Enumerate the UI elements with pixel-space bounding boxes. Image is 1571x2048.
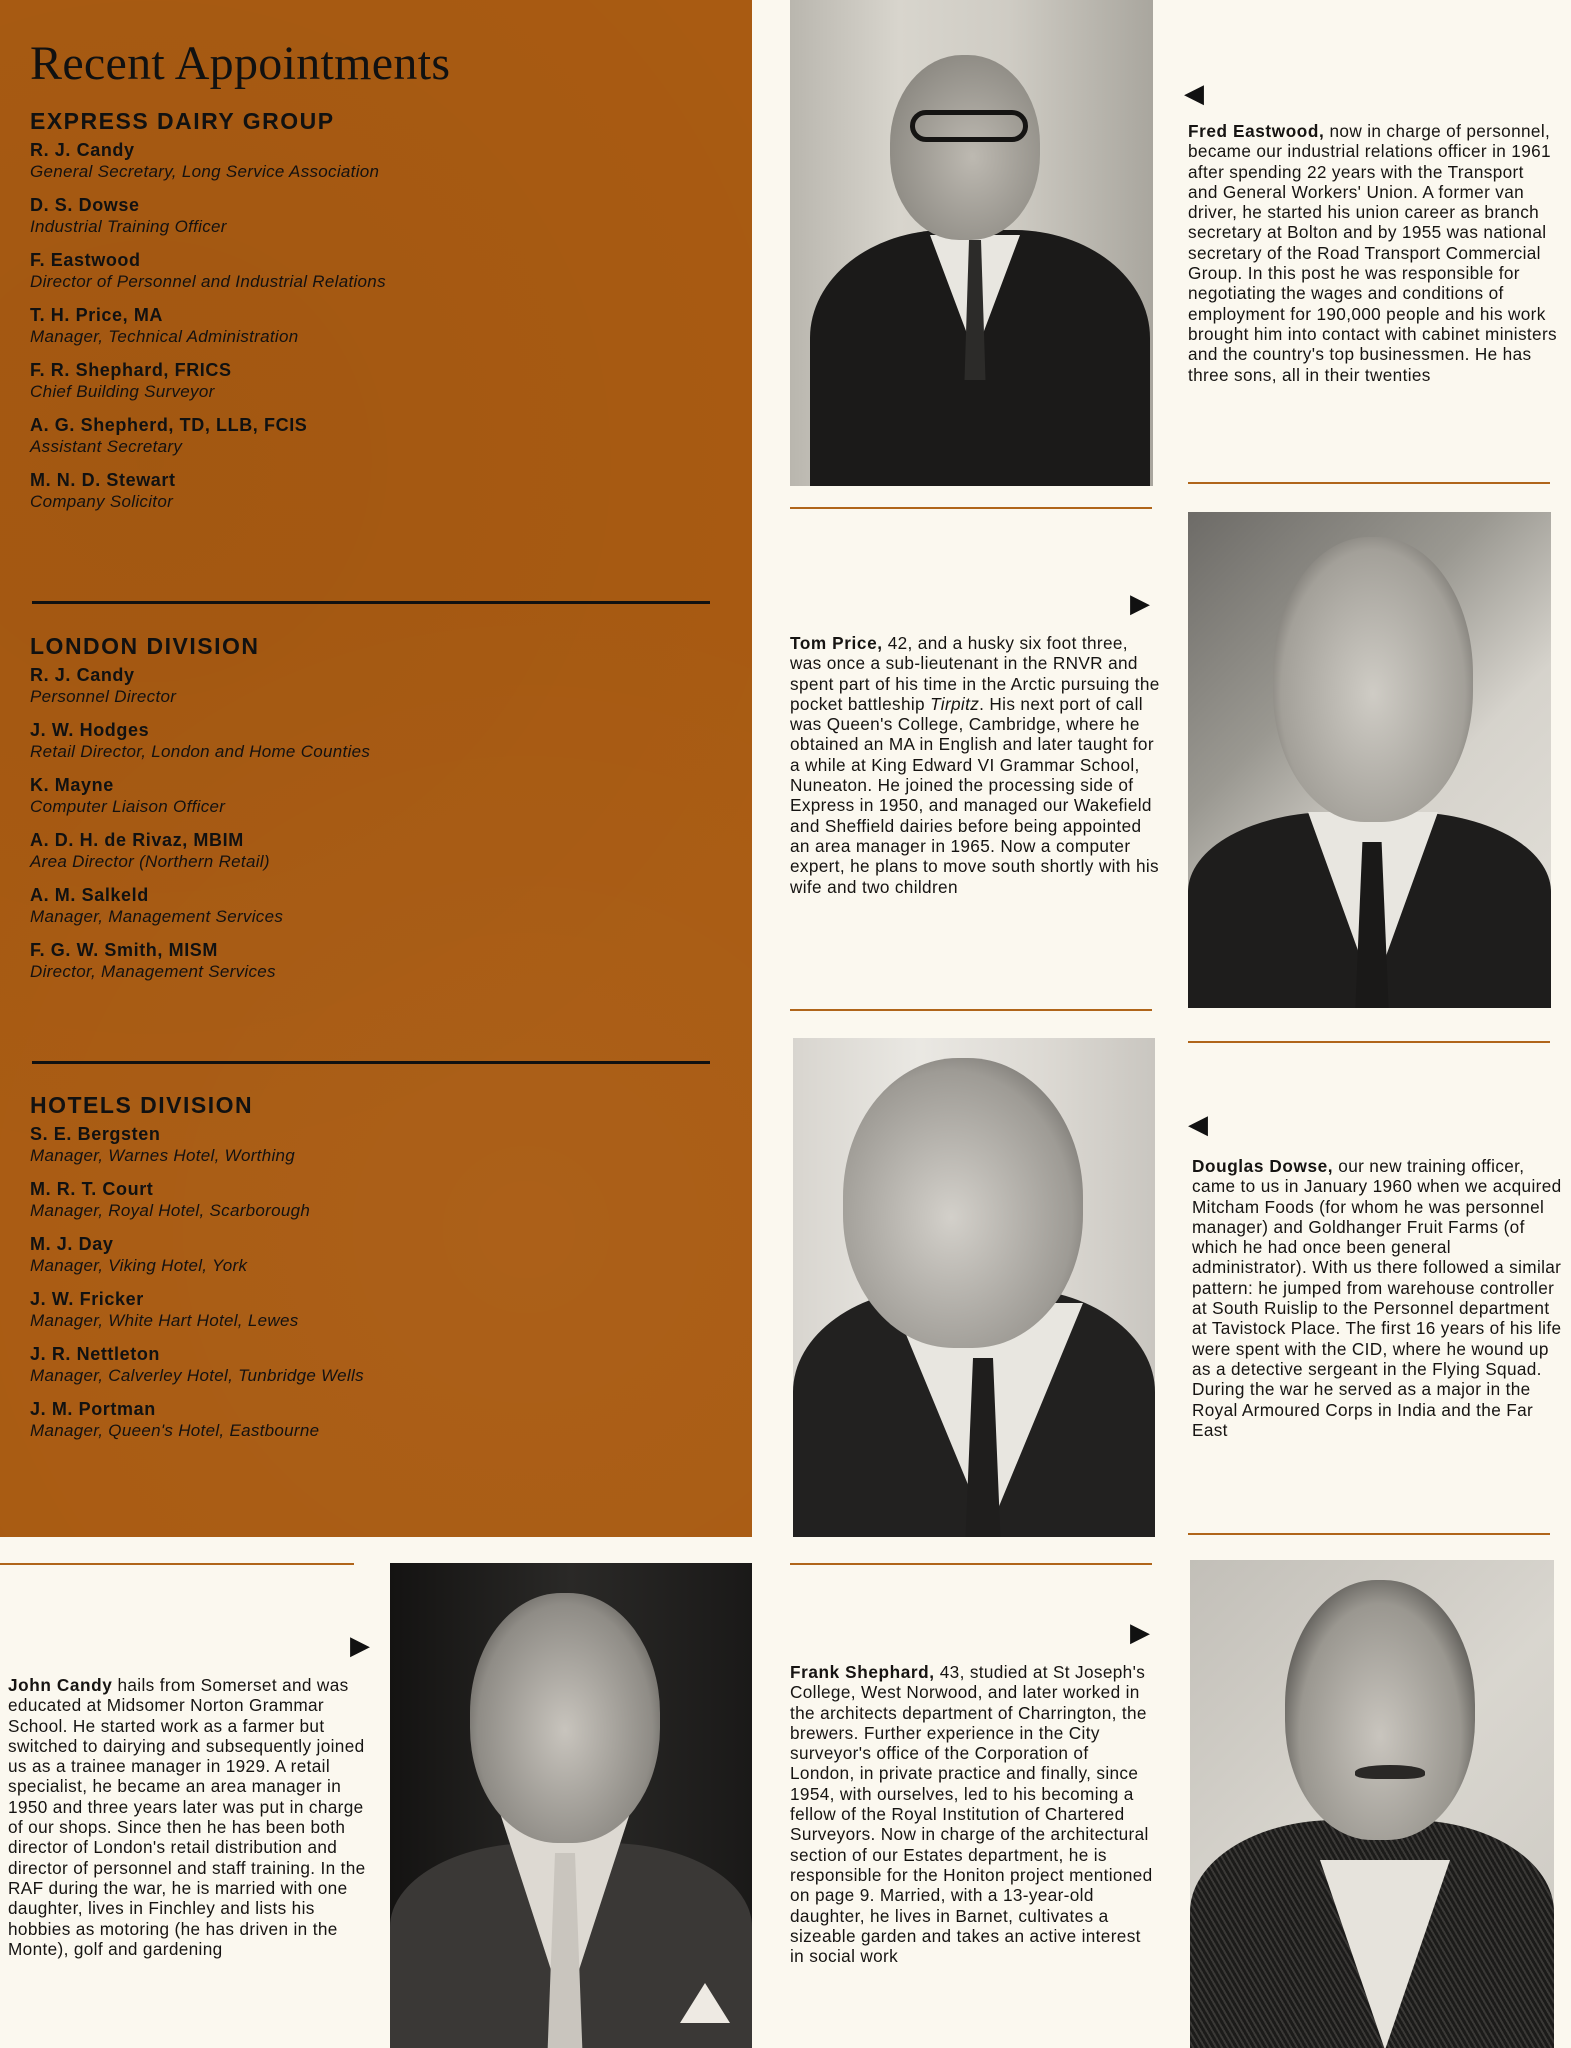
appointment-entry (30, 1178, 720, 1222)
appointee-role: Area Director (Northern Retail) (30, 852, 270, 871)
appointee-name: M. N. D. Stewart (30, 470, 176, 490)
appointment-entry (30, 1398, 720, 1442)
photo-john-candy (390, 1563, 752, 2048)
appointment-entry (30, 719, 720, 763)
appointee-name: S. E. Bergsten (30, 1124, 161, 1144)
appointee-name: M. R. T. Court (30, 1179, 154, 1199)
bio-text: now in charge of personnel, became our industrial relations officer in 1961 after spending 22 years with the Transport and General Workers' Union. A former van driver, he started his union career as branch secretary at Bolton and by 1955 was national secretary of the Road Transport Commercial Group. In this post he was responsible for negotiating the wages and conditions of employment for 190,000 people and his work brought him into contact with cabinet ministers and the country's top businessmen. He has three sons, all in their twenties (1188, 121, 1557, 385)
section-london-division (30, 633, 720, 994)
appointee-name: J. M. Portman (30, 1399, 156, 1419)
bio-frank-shephard (790, 1662, 1155, 1966)
appointee-name: F. R. Shephard, FRICS (30, 360, 232, 380)
bio-text: hails from Somerset and was educated at Midsomer Norton Grammar School. He started work as a farmer but switched to dairying and subsequently joined us as a trainee manager in 1929. A retail specialist, he became an area manager in 1950 and three years later was put in charge of our shops. Since then he has been both director of London's retail distribution and director of personnel and staff training. In the RAF during the war, he is married with one daughter, lives in Finchley and lists his hobbies as motoring (he has driven in the Monte), golf and gardening (8, 1675, 366, 1959)
appointee-name: M. J. Day (30, 1234, 114, 1254)
bio-name: Fred Eastwood, (1188, 121, 1325, 141)
appointee-role: Director of Personnel and Industrial Relations (30, 272, 386, 291)
section-divider (32, 1061, 710, 1064)
photo-douglas-dowse (793, 1038, 1155, 1537)
appointee-role: Industrial Training Officer (30, 217, 227, 236)
page-title: Recent Appointments (30, 37, 451, 90)
appointee-role: Assistant Secretary (30, 437, 183, 456)
appointee-role: Manager, Management Services (30, 907, 284, 926)
bio-name: John Candy (8, 1675, 113, 1695)
appointee-name: A. D. H. de Rivaz, MBIM (30, 830, 244, 850)
appointee-role: Chief Building Surveyor (30, 382, 215, 401)
bio-text: . His next port of call was Queen's College, Cambridge, where he obtained an MA in English and later taught for a while at King Edward VI Grammar School, Nuneaton. He joined the processing side of Express in 1950, and managed our Wakefield and Sheffield dairies before being appointed an area manager in 1965. Now a computer expert, he plans to move south shortly with his wife and two children (790, 693, 1159, 897)
appointment-entry (30, 1288, 720, 1332)
appointee-name: R. J. Candy (30, 665, 135, 685)
glasses-icon (910, 110, 1028, 142)
bio-text: our new training officer, came to us in January 1960 when we acquired Mitcham Foods (for whom he was personnel manager) and Goldhanger Fruit Farms (of which he had once been general administrator). With us there followed a similar pattern: he jumped from warehouse controller at South Ruislip to the Personnel department at Tavistock Place. The first 16 years of his life were spent with the CID, where he wound up as a detective sergeant in the Flying Squad. During the war he served as a major in the Royal Armoured Corps in India and the Far East (1192, 1156, 1562, 1440)
appointee-role: Retail Director, London and Home Counties (30, 742, 371, 761)
pointer-left-icon: ◀ (1184, 78, 1204, 108)
appointment-entry (30, 829, 720, 873)
appointment-entry (30, 1233, 720, 1277)
appointee-name: A. G. Shepherd, TD, LLB, FCIS (30, 415, 308, 435)
bio-name: Tom Price, (790, 633, 883, 653)
bio-tom-price (790, 633, 1160, 897)
column-divider (790, 1009, 1152, 1011)
appointee-role: Company Solicitor (30, 492, 174, 511)
bio-douglas-dowse (1192, 1156, 1562, 1440)
appointment-entry (30, 414, 720, 458)
section-heading: EXPRESS DAIRY GROUP (30, 108, 335, 134)
section-heading: HOTELS DIVISION (30, 1092, 254, 1118)
section-divider (32, 601, 710, 604)
bio-text: 43, studied at St Joseph's College, West Norwood, and later worked in the architects department of Charrington, the brewers. Further experience in the City surveyor's office of the Corporation of London, in private practice and finally, since 1954, with ourselves, led to his becoming a fellow of the Royal Institution of Chartered Surveyors. Now in charge of the architectural section of our Estates department, he is responsible for the Honiton project mentioned on page 9. Married, with a 13-year-old daughter, he lives in Barnet, cultivates a sizeable garden and takes an active interest in social work (790, 1662, 1153, 1967)
appointment-entry (30, 139, 720, 183)
appointee-role: Manager, Calverley Hotel, Tunbridge Wells (30, 1366, 364, 1385)
appointee-name: D. S. Dowse (30, 195, 140, 215)
appointee-role: Manager, White Hart Hotel, Lewes (30, 1311, 299, 1330)
appointee-name: F. Eastwood (30, 250, 141, 270)
section-heading: LONDON DIVISION (30, 633, 260, 659)
appointee-role: Director, Management Services (30, 962, 276, 981)
appointment-entry (30, 194, 720, 238)
pointer-right-icon: ▶ (1130, 1617, 1150, 1647)
appointee-name: T. H. Price, MA (30, 305, 164, 325)
appointment-entry (30, 884, 720, 928)
moustache (1355, 1765, 1425, 1779)
appointee-role: Computer Liaison Officer (30, 797, 226, 816)
appointee-role: Personnel Director (30, 687, 177, 706)
appointee-name: J. R. Nettleton (30, 1344, 161, 1364)
appointee-name: A. M. Salkeld (30, 885, 149, 905)
appointee-name: K. Mayne (30, 775, 114, 795)
appointment-entry (30, 774, 720, 818)
column-divider (1188, 1041, 1550, 1043)
bio-name: Douglas Dowse, (1192, 1156, 1334, 1176)
photo-fred-eastwood (790, 0, 1153, 486)
appointee-role: Manager, Royal Hotel, Scarborough (30, 1201, 311, 1220)
appointment-entry (30, 469, 720, 513)
photo-frank-shephard (1190, 1560, 1554, 2048)
appointment-entry (30, 359, 720, 403)
appointment-entry (30, 249, 720, 293)
appointee-name: J. W. Hodges (30, 720, 150, 740)
photo-tom-price (1188, 512, 1551, 1008)
appointment-entry (30, 664, 720, 708)
appointee-role: Manager, Queen's Hotel, Eastbourne (30, 1421, 320, 1440)
appointment-entry (30, 304, 720, 348)
column-divider (790, 1563, 1152, 1565)
appointee-role: Manager, Warnes Hotel, Worthing (30, 1146, 296, 1165)
appointee-name: J. W. Fricker (30, 1289, 144, 1309)
bio-john-candy (8, 1675, 378, 1959)
appointee-role: Manager, Viking Hotel, York (30, 1256, 248, 1275)
column-divider (0, 1563, 354, 1565)
appointee-name: R. J. Candy (30, 140, 135, 160)
bio-fred-eastwood (1188, 121, 1558, 385)
appointee-role: General Secretary, Long Service Association (30, 162, 380, 181)
appointee-role: Manager, Technical Administration (30, 327, 299, 346)
pointer-right-icon: ▶ (1130, 588, 1150, 618)
column-divider (790, 507, 1152, 509)
appointment-entry (30, 1123, 720, 1167)
column-divider (1188, 1533, 1550, 1535)
section-express-dairy-group (30, 108, 720, 524)
appointment-entry (30, 939, 720, 983)
section-hotels-division (30, 1092, 720, 1453)
appointee-name: F. G. W. Smith, MISM (30, 940, 219, 960)
pointer-right-icon: ▶ (350, 1630, 370, 1660)
appointment-entry (30, 1343, 720, 1387)
bio-text: 42, and a husky six foot three, was once a sub-lieutenant in the RNVR and spent part of his time in the Arctic pursuing the pocket battleship (790, 633, 1160, 714)
bio-name: Frank Shephard, (790, 1662, 935, 1682)
pointer-left-icon: ◀ (1188, 1109, 1208, 1139)
bio-ship-name: Tirpitz (930, 693, 980, 714)
column-divider (1188, 482, 1550, 484)
